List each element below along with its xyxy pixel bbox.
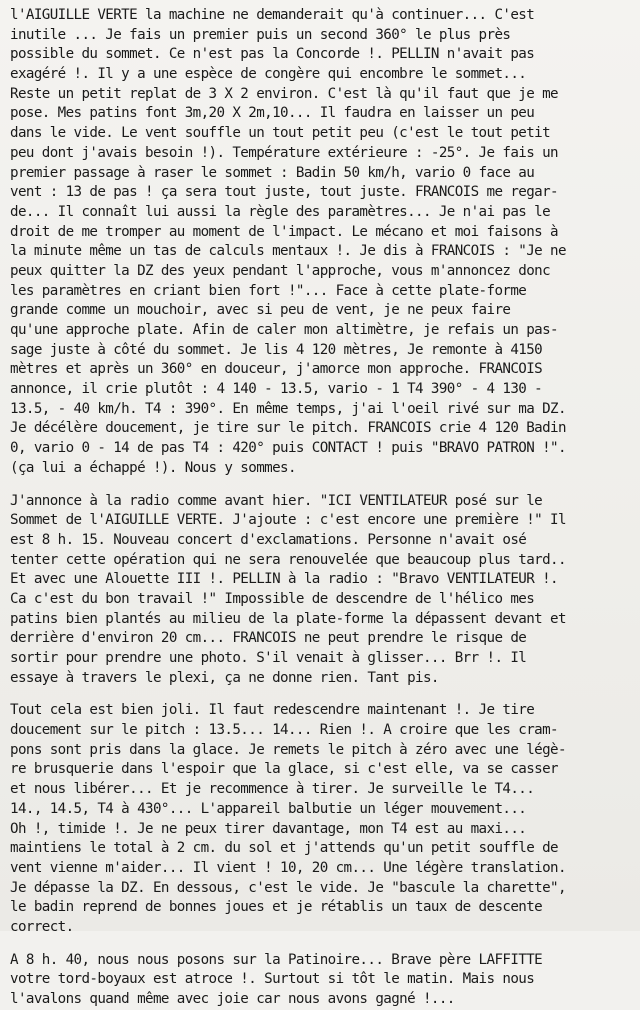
- text-line: premier passage à raser le sommet : Badin 50 km/h, vario 0 face au: [10, 164, 535, 181]
- text-line: Oh !, timide !. Je ne peux tirer davantage, mon T4 est au maxi...: [10, 820, 527, 837]
- text-line: droit de me tromper au moment de l'impact. Le mécano et moi faisons à: [10, 223, 558, 240]
- text-line: A 8 h. 40, nous nous posons sur la Patinoire... Brave père LAFFITTE: [10, 951, 543, 968]
- paragraph-descent: [10, 701, 628, 937]
- text-line: correct.: [10, 918, 74, 935]
- text-line: vent : 13 de pas ! ça sera tout juste, tout juste. FRANCOIS me regar-: [10, 184, 558, 201]
- text-line: patins bien plantés au milieu de la plate-forme la dépassent devant et: [10, 610, 566, 627]
- text-line: mètres et après un 360° en douceur, j'amorce mon approche. FRANCOIS: [10, 361, 543, 378]
- text-line: peux quitter la DZ des yeux pendant l'approche, vous m'annoncez donc: [10, 262, 551, 279]
- text-line: Je dépasse la DZ. En dessous, c'est le vide. Je "bascule la charette",: [10, 879, 566, 896]
- text-line: dans le vide. Le vent souffle un tout petit peu (c'est le tout petit: [10, 125, 551, 142]
- text-line: derrière d'environ 20 cm... FRANCOIS ne peut prendre le risque de: [10, 630, 527, 647]
- paragraph-gap: [10, 688, 628, 701]
- text-line: 0, vario 0 - 14 de pas T4 : 420° puis CONTACT ! puis "BRAVO PATRON !".: [10, 440, 566, 457]
- text-line: qu'une approche plate. Afin de caler mon altimètre, je refais un pas-: [10, 322, 558, 338]
- text-line: l'avalons quand même avec joie car nous avons gagné !...: [10, 991, 455, 1007]
- text-line: Je décélère doucement, je tire sur le pitch. FRANCOIS crie 4 120 Badin: [10, 420, 566, 437]
- text-line: Reste un petit replat de 3 X 2 environ. C'est là qu'il faut que je me: [10, 85, 558, 102]
- text-line: 14., 14.5, T4 à 430°... L'appareil balbutie un léger mouvement...: [10, 800, 527, 817]
- text-line: la minute même un tas de calculs mentaux !. Je dis à FRANCOIS : "Je ne: [10, 243, 566, 260]
- text-line: Et avec une Alouette III !. PELLIN à la radio : "Bravo VENTILATEUR !.: [10, 571, 558, 588]
- text-line: et nous libérer... Et je recommence à tirer. Je surveille le T4...: [10, 781, 535, 798]
- text-line: J'annonce à la radio comme avant hier. "ICI VENTILATEUR posé sur le: [10, 492, 543, 509]
- paragraph-summit-approach: [10, 6, 628, 479]
- text-line: grande comme un mouchoir, avec si peu de vent, je ne peux faire: [10, 302, 511, 319]
- text-line: (ça lui a échappé !). Nous y sommes.: [10, 459, 296, 476]
- text-line: le badin reprend de bonnes joues et je rétablis un taux de descente: [10, 899, 543, 916]
- text-line: votre tord-boyaux est atroce !. Surtout si tôt le matin. Mais nous: [10, 971, 535, 988]
- text-line: possible du sommet. Ce n'est pas la Concorde !. PELLIN n'avait pas: [10, 46, 535, 63]
- text-line: l'AIGUILLE VERTE la machine ne demanderait qu'à continuer... C'est: [10, 7, 535, 23]
- text-line: est 8 h. 15. Nouveau concert d'exclamations. Personne n'avait osé: [10, 531, 527, 548]
- text-line: essaye à travers le plexi, ça ne donne rien. Tant pis.: [10, 669, 439, 686]
- text-line: sortir pour prendre une photo. S'il venait à glisser... Brr !. Il: [10, 650, 527, 666]
- text-line: les paramètres en criant bien fort !"... Face à cette plate-forme: [10, 282, 527, 299]
- text-line: exagéré !. Il y a une espèce de congère qui encombre le sommet...: [10, 66, 527, 83]
- text-line: Sommet de l'AIGUILLE VERTE. J'ajoute : c'est encore une première !" Il: [10, 512, 566, 529]
- paragraph-radio-announcement: [10, 492, 628, 689]
- text-line: vent vienne m'aider... Il vient ! 10, 20 cm... Une légère translation.: [10, 859, 566, 876]
- text-line: maintiens le total à 2 cm. du sol et j'attends qu'un petit souffle de: [10, 840, 558, 857]
- text-line: inutile ... Je fais un premier puis un second 360° le plus près: [10, 26, 511, 43]
- text-line: annonce, il crie plutôt : 4 140 - 13.5, vario - 1 T4 390° - 4 130 -: [10, 381, 543, 398]
- text-line: Tout cela est bien joli. Il faut redescendre maintenant !. Je tire: [10, 702, 535, 719]
- paragraph-landing: [10, 951, 628, 1010]
- text-line: pose. Mes patins font 3m,20 X 2m,10... Il faudra en laisser un peu: [10, 105, 535, 122]
- text-line: tenter cette opération qui ne sera renouvelée que beaucoup plus tard..: [10, 551, 566, 568]
- text-line: doucement sur le pitch : 13.5... 14... Rien !. A croire que les cram-: [10, 722, 558, 739]
- text-line: pons sont pris dans la glace. Je remets le pitch à zéro avec une légè-: [10, 741, 566, 758]
- text-line: sage juste à côté du sommet. Je lis 4 120 mètres, Je remonte à 4150: [10, 341, 543, 358]
- text-line: de... Il connaît lui aussi la règle des paramètres... Je n'ai pas le: [10, 203, 551, 220]
- text-line: re brusquerie dans l'espoir que la glace, si c'est elle, va se casser: [10, 761, 558, 778]
- text-line: peu dont j'avais besoin !). Température extérieure : -25°. Je fais un: [10, 144, 558, 161]
- paragraph-gap: [10, 938, 628, 951]
- paragraph-gap: [10, 479, 628, 492]
- text-line: 13.5, - 40 km/h. T4 : 390°. En même temps, j'ai l'oeil rivé sur ma DZ.: [10, 400, 566, 417]
- text-line: Ca c'est du bon travail !" Impossible de descendre de l'hélico mes: [10, 590, 535, 607]
